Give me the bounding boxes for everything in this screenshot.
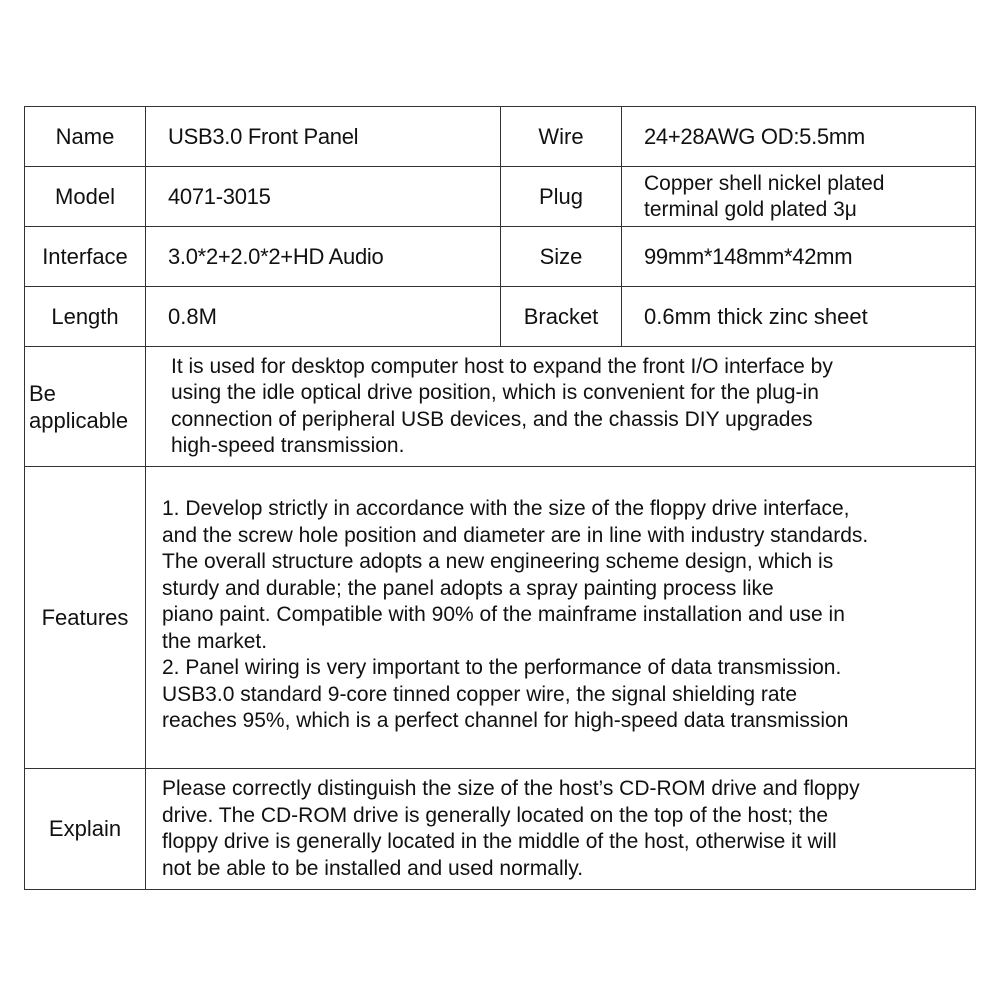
text-line: Please correctly distinguish the size of the host’s CD-ROM drive and floppy xyxy=(162,777,860,800)
text-line: high-speed transmission. xyxy=(171,434,405,457)
text-line: piano paint. Compatible with 90% of the mainframe installation and use in xyxy=(162,603,845,627)
spec-table xyxy=(24,106,976,890)
plug-label: Plug xyxy=(501,167,622,227)
interface-value: 3.0*2+2.0*2+HD Audio xyxy=(146,227,501,287)
table-row xyxy=(25,227,976,287)
size-value: 99mm*148mm*42mm xyxy=(622,227,976,287)
text-line: floppy drive is generally located in the middle of the host, otherwise it will xyxy=(162,830,837,853)
table-row xyxy=(25,467,976,769)
table-row xyxy=(25,107,976,167)
text-line: The overall structure adopts a new engineering scheme design, which is xyxy=(162,550,834,574)
text-line: 1. Develop strictly in accordance with the size of the floppy drive interface, xyxy=(162,497,850,521)
applicable-label-line: applicable xyxy=(29,407,129,433)
plug-value-line: terminal gold plated 3μ xyxy=(644,197,857,221)
interface-label: Interface xyxy=(25,227,146,287)
plug-value-line: Copper shell nickel plated xyxy=(644,171,885,195)
applicable-label-line: Be xyxy=(29,380,56,406)
explain-text xyxy=(146,769,976,890)
bracket-label: Bracket xyxy=(501,287,622,347)
name-label: Name xyxy=(25,107,146,167)
length-value: 0.8M xyxy=(146,287,501,347)
features-text xyxy=(146,467,976,769)
applicable-text xyxy=(146,347,976,467)
text-line: It is used for desktop computer host to expand the front I/O interface by xyxy=(171,354,833,378)
plug-value xyxy=(622,167,976,227)
bracket-value: 0.6mm thick zinc sheet xyxy=(622,287,976,347)
model-label: Model xyxy=(25,167,146,227)
applicable-label xyxy=(25,347,146,467)
name-value: USB3.0 Front Panel xyxy=(146,107,501,167)
model-value: 4071-3015 xyxy=(146,167,501,227)
table-row xyxy=(25,167,976,227)
text-line: the market. xyxy=(162,629,268,653)
table-row xyxy=(25,347,976,467)
wire-label: Wire xyxy=(501,107,622,167)
text-line: drive. The CD-ROM drive is generally located on the top of the host; the xyxy=(162,803,829,827)
table-row xyxy=(25,769,976,890)
wire-value: 24+28AWG OD:5.5mm xyxy=(622,107,976,167)
text-line: using the idle optical drive position, which is convenient for the plug-in xyxy=(171,381,819,404)
text-line: sturdy and durable; the panel adopts a spray painting process like xyxy=(162,576,774,600)
table-row xyxy=(25,287,976,347)
size-label: Size xyxy=(501,227,622,287)
text-line: 2. Panel wiring is very important to the performance of data transmission. xyxy=(162,656,842,680)
text-line: connection of peripheral USB devices, and the chassis DIY upgrades xyxy=(171,407,813,431)
text-line: USB3.0 standard 9-core tinned copper wire, the signal shielding rate xyxy=(162,682,798,706)
text-line: not be able to be installed and used normally. xyxy=(162,856,584,880)
text-line: reaches 95%, which is a perfect channel for high-speed data transmission xyxy=(162,709,849,733)
text-line: and the screw hole position and diameter are in line with industry standards. xyxy=(162,523,869,547)
features-label: Features xyxy=(25,467,146,769)
explain-label: Explain xyxy=(25,769,146,890)
length-label: Length xyxy=(25,287,146,347)
